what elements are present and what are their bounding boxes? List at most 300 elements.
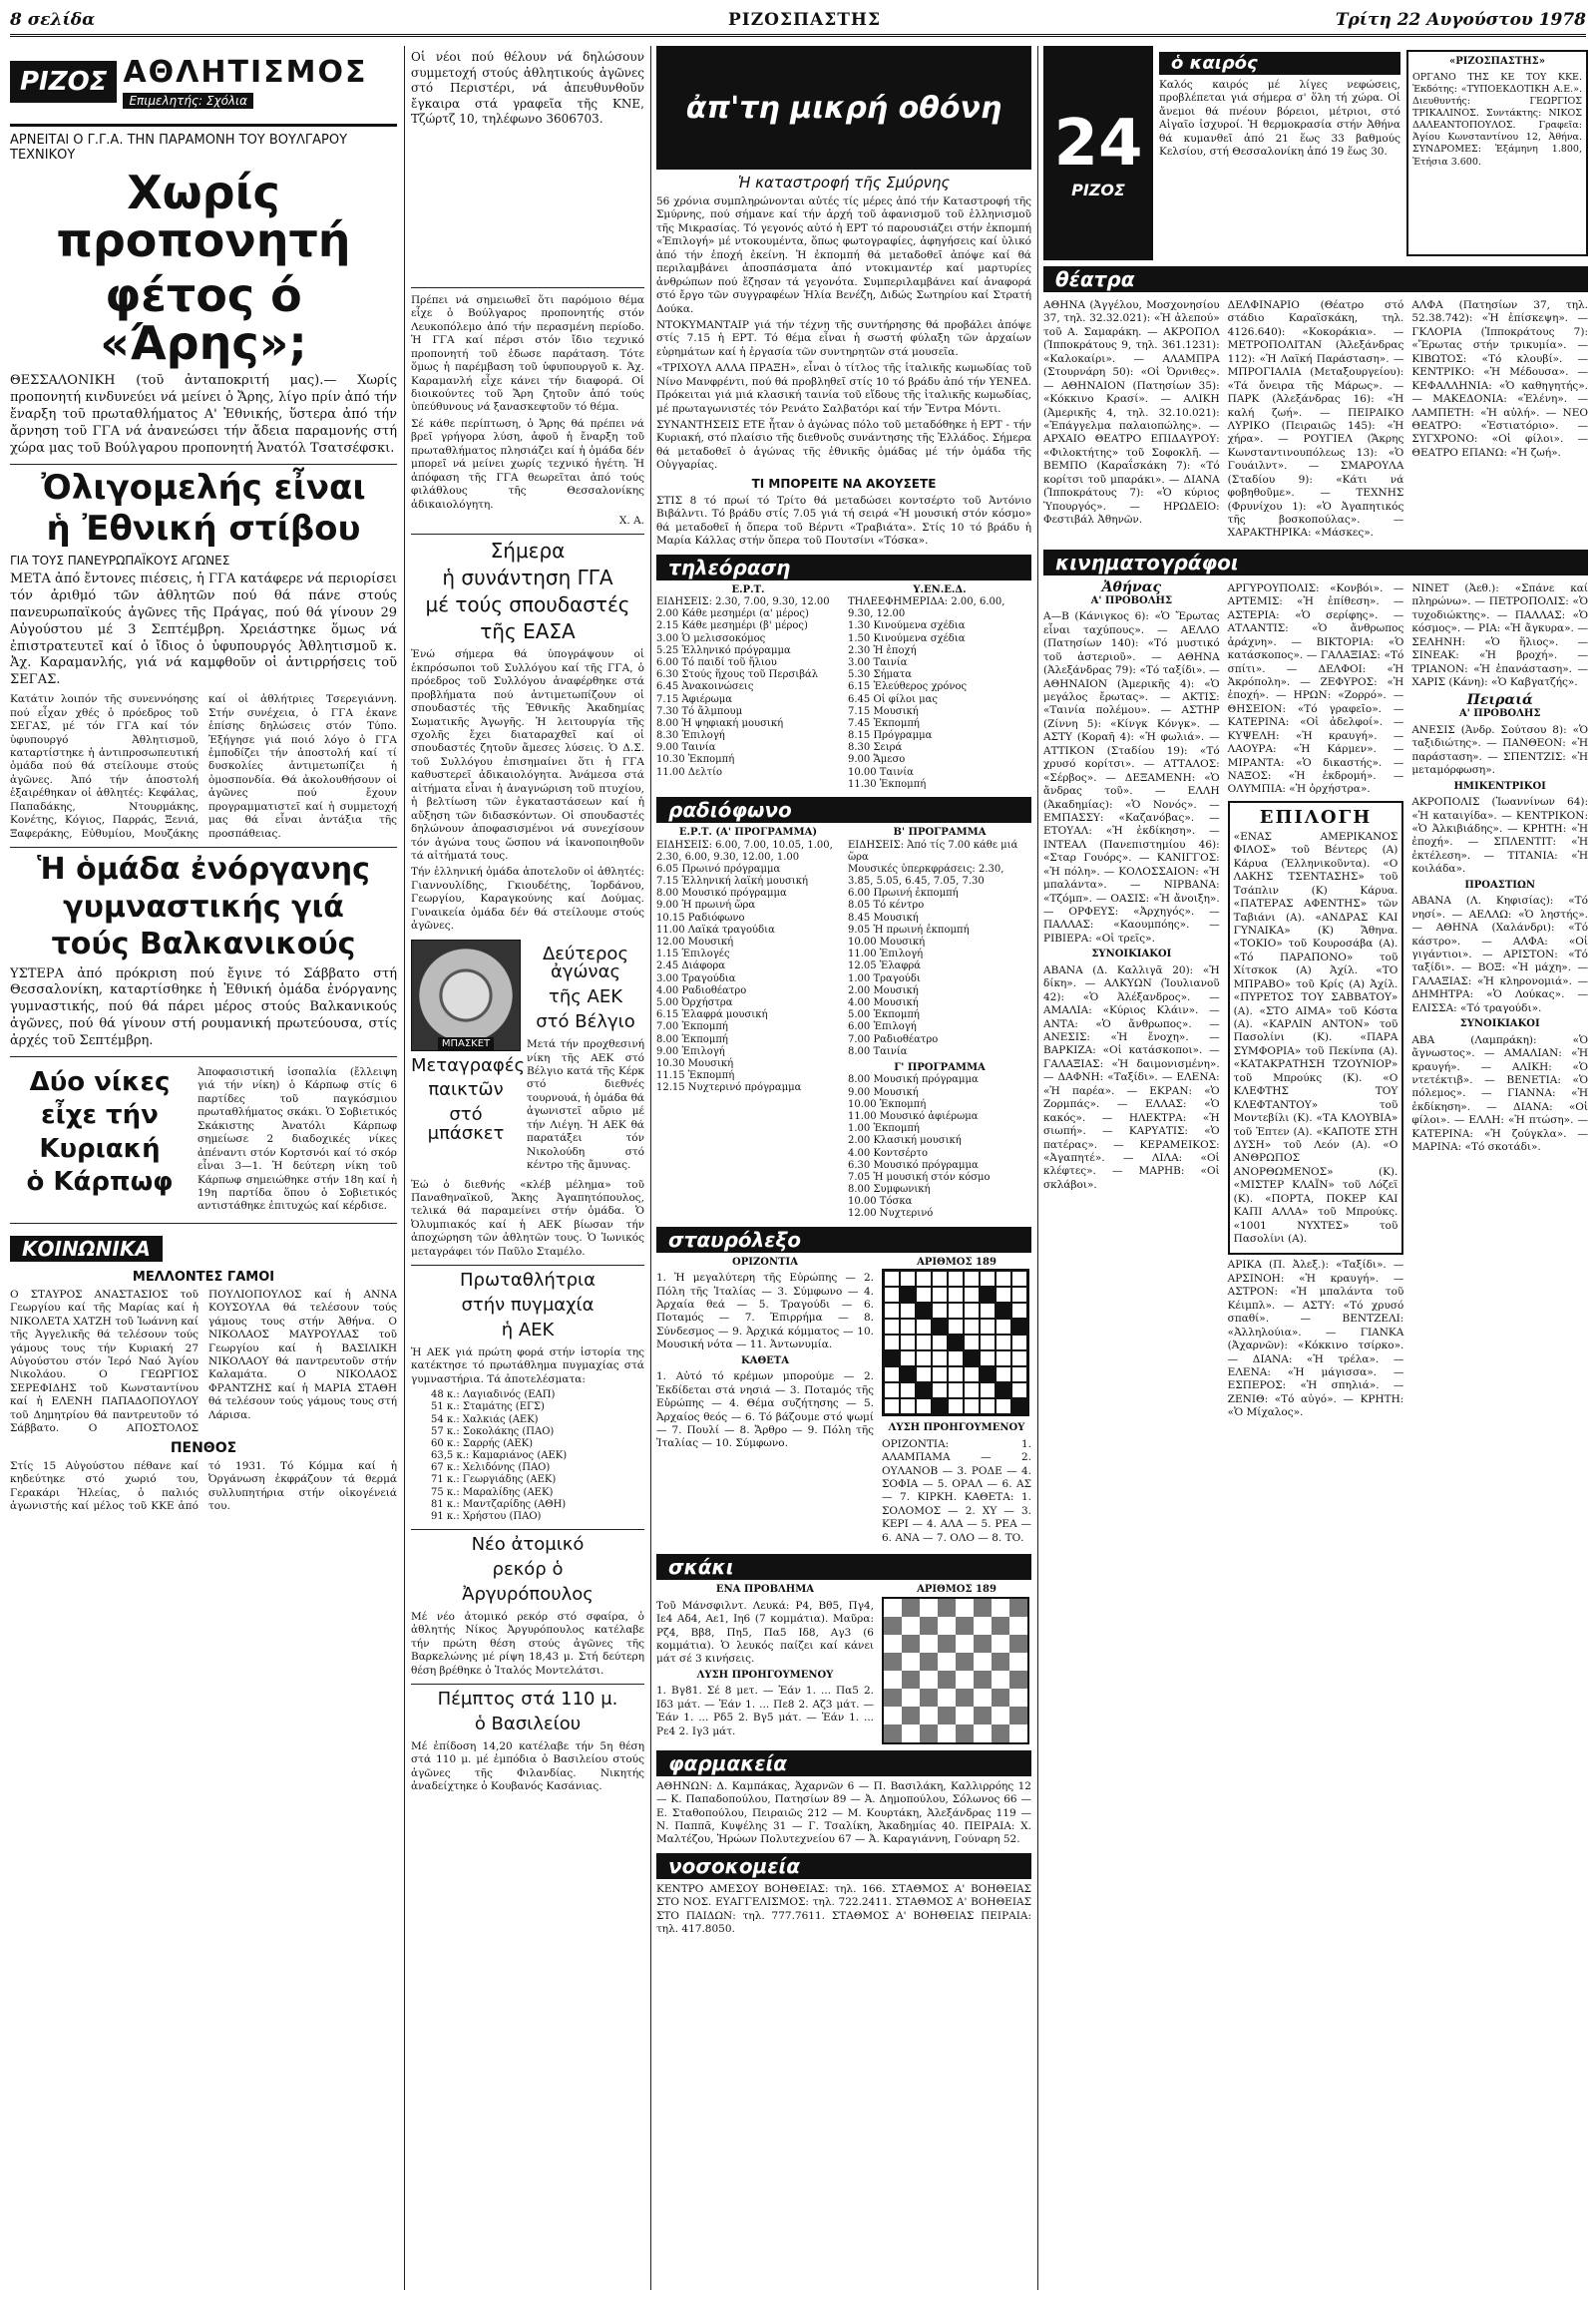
radio-channel: Β' ΠΡΟΓΡΑΜΜΑ: [893, 827, 987, 838]
crossword-cell: [916, 1382, 932, 1398]
article-headline: Χωρίς προπονητή: [56, 166, 351, 268]
crossword-cell: [916, 1319, 932, 1335]
divider: [411, 1684, 644, 1685]
chess-square: [902, 1635, 920, 1653]
list-item: 6.05 Πρωινό πρόγραμμα: [656, 863, 781, 875]
page-number: 8 σελίδα: [10, 10, 96, 30]
article-headline: στήν πυγμαχία: [461, 1295, 595, 1317]
article-body: Ἐώ ὁ διεθνής «κλέβ μέλημα» τοῦ Παναθηναϊκοῦ, Ἄκης Ἀγαπητόπουλος, τελικά θά παραμείνει στήν ὁμάδα. Ὁ Ὀλυμπιακός καί ἡ ΑΕΚ βίωσαν τήν ἀποχώρηση τῶν ἀθλητῶν τους. Ὁ Ἰωνικός μεταγράφει τόν Παῦλο Σταμέλο.: [411, 1178, 644, 1258]
chess-square: [884, 1599, 902, 1617]
list-item: 7.45 Ἐκπομπή: [848, 717, 920, 729]
chess-square: [1009, 1617, 1027, 1635]
chess-solution: 1. Βγ81. Σέ 8 μετ. — Ἐάν 1. ... Πα5 2. Ιδ3 μάτ. — Ἐάν 1. ... Πε8 2. Αζ3 μάτ. — Ἐάν 1. ... Ρδ5 2. Βγ5 μάτ. — Ἐάν 1. ... Ρε4 2. Ιγ3 μάτ.: [656, 1685, 874, 1737]
picks-heading: ΕΠΙΛΟΓΗ: [1259, 806, 1373, 828]
list-item: 9.00 Μουσική: [848, 1086, 919, 1098]
article-body: ΝΤΟΚΥΜΑΝΤΑΙΡ γιά τήν τέχνη τῆς συντήρησης θά προβάλει ἀπόψε στίς 7.15 ἡ ΕΡΤ. Τό θέμα εἶναι ἡ σωστή φύλαξη τῶν ἀρχαίων εὑρημάτων καί ἡ ἐργασία τῶν συντηρητῶν στά μουσεῖα.: [656, 318, 1031, 358]
article-headline: Πέμπτος στά 110 μ.: [437, 1689, 618, 1711]
list-item: 3.00 Ταινία: [848, 656, 908, 668]
chess-square: [974, 1724, 992, 1742]
list-item: 4.00 Μουσική: [848, 996, 919, 1008]
crossword-cell: [996, 1382, 1011, 1398]
big-24-box: [1043, 46, 1153, 260]
crossword-cell: [900, 1398, 916, 1414]
list-item: 51 κ.: Σταμάτης (ΕΓΣ): [431, 1401, 545, 1413]
crossword-cell: [900, 1350, 916, 1366]
section-logo: ΡΙΖΟΣ: [10, 61, 117, 103]
crossword-cell: [932, 1382, 948, 1398]
list-item: 10.15 Ραδιόφωνο: [656, 912, 745, 924]
list-item: 5.30 Σήματα: [848, 669, 913, 681]
chess-square: [938, 1617, 956, 1635]
list-item: 11.30 Ἐκπομπή: [848, 778, 927, 790]
divider: [411, 534, 644, 535]
list-item: 11.15 Ἐκπομπή: [656, 1070, 735, 1082]
cinema-area: Πειραιά: [1466, 692, 1533, 709]
crossword-cell: [980, 1335, 996, 1350]
obituary-body: Στίς 15 Αὐγούστου πέθανε καί κηδεύτηκε στό χωριό του, Γερακάρι Ἠλείας, ὁ παλιός ἀγωνιστής καί μέλος τοῦ ΚΚΕ ἀπό τό 1931. Τό Κόμμα καί ἡ Ὀργάνωση ἐκφράζουν τά θερμά συλλυπητήρια στήν οἰκογένειά του.: [10, 1459, 397, 1512]
list-item: 75 κ.: Μαραλίδης (ΑΕΚ): [431, 1486, 554, 1498]
list-item: 11.00 Λαϊκά τραγούδια: [656, 924, 775, 936]
crossword-across-heading: ΟΡΙΖΟΝΤΙΑ: [732, 1256, 798, 1268]
signature: Χ. Α.: [618, 514, 644, 527]
list-item: 81 κ.: Μαντζαρίδης (ΑΘΗ): [431, 1498, 567, 1510]
crossword-cell: [948, 1382, 964, 1398]
crossword-grid: [882, 1269, 1029, 1416]
crossword-cell: [964, 1303, 980, 1319]
list-item: 6.15 Ἐλεύθερος χρόνος: [848, 681, 968, 693]
list-item: 7.15 Ἀφιέρωμα: [656, 693, 733, 705]
chess-square: [992, 1671, 1009, 1689]
list-item: 2.00 Μουσική: [848, 984, 919, 996]
sports-masthead: [10, 46, 397, 118]
crossword-cell: [964, 1382, 980, 1398]
article-headline: ὁ Κάρπωφ: [26, 1166, 174, 1197]
cinema-category: ΣΥΝΟΙΚΙΑΚΟΙ: [1459, 1018, 1540, 1030]
list-item: 2.30 Ἡ ἐποχή: [848, 644, 917, 656]
solution-heading: ΛΥΣΗ ΠΡΟΗΓΟΥΜΕΝΟΥ: [696, 1669, 834, 1681]
crossword-cell: [948, 1287, 964, 1303]
chess-square: [920, 1724, 938, 1742]
article-lead: ΜΕΤΑ ἀπό ἔντονες πιέσεις, ἡ ΓΓΑ κατάφερε νά περιορίσει τόν ἀριθμό τῶν ἀθλητῶν πού θά πάνε στούς πανευρωπαϊκούς ἀγῶνες τῆς Πράγας, πού θά γίνουν 29 Αὐγούστου μέ 3 Σεπτέμβρη. Χρειάστηκε ὅμως νά ἐπιστρατευτεῖ καί ὁ ἴδιος ὁ ὑφυπουργός Ἀθλητισμοῦ κ. Ἀχ. Καραμανλής, γιά νά καμφθοῦν οἱ ἀντιρρήσεις τοῦ ΣΕΓΑΣ.: [10, 572, 397, 688]
big-24: 24: [1053, 107, 1143, 181]
masthead-box-body: ΟΡΓΑΝΟ ΤΗΣ ΚΕ ΤΟΥ ΚΚΕ. Ἐκδότης: «ΤΥΠΟΕΚΔΟΤΙΚΗ Α.Ε.». Διευθυντής: ΓΕΩΡΓΙΟΣ ΤΡΙΚΑΛΙΝΟΣ. Συντάκτης: ΝΙΚΟΣ ΔΑΛΕΑΝΤΟΠΟΥΛΟΣ. Γραφεῖα: Ἀγίου Κωνσταντίνου 12, Ἀθήνα. ΣΥΝΔΡΟΜΕΣ: Ἑξάμηνη 1.800, Ἐτήσια 3.600.: [1412, 71, 1582, 168]
chess-square: [920, 1635, 938, 1653]
article-headline: γυμναστικής γιά: [63, 889, 344, 925]
crossword-cell: [964, 1398, 980, 1414]
column-rule: [1037, 46, 1038, 2290]
masthead-box: [1406, 50, 1588, 256]
divider: [10, 464, 397, 465]
crossword-cell: [884, 1366, 900, 1382]
list-item: 8.00 Ἐκπομπή: [656, 1033, 728, 1045]
list-item: 12.00 Μουσική: [656, 937, 734, 948]
crossword-cell: [964, 1319, 980, 1335]
list-item: 12.15 Νυχτερινό πρόγραμμα: [656, 1082, 802, 1094]
cinema-listings: [1043, 579, 1588, 1423]
list-item: 6.30 Στούς ἥχους τοῦ Περσιβάλ: [656, 669, 819, 681]
crossword-cell: [884, 1335, 900, 1350]
logo-text: ΡΙΖΟΣ: [1071, 181, 1125, 199]
list-item: 11.00 Μουσικό ἀφιέρωμα: [848, 1110, 979, 1122]
article-body: Ἡ ΑΕΚ γιά πρώτη φορά στήν ἱστορία της κατέκτησε τό πρωτάθλημα πυγμαχίας στά γυμναστήρια. Τά ἀποτελέσματα:: [411, 1345, 644, 1385]
picks-body: «ΕΝΑΣ ΑΜΕΡΙΚΑΝΟΣ ΦΙΛΟΣ» τοῦ Βέντερς (Α) Κάρυα (Ἑλληνικοῦντα). «Ο ΛΑΚΗΣ ΤΣΕΝΤΑΣΗΣ» τοῦ Τσάπλιν (Κ) Κάρυα. «ΠΑΤΕΡΑΣ ΑΦΕΝΤΗΣ» τῶν Ταβιάνι (Α). «ΑΝΔΡΑΣ ΚΑΙ ΓΥΝΑΙΚΑ» (Κ) Ἄθηνα. «ΤΟΚΙΟ» τοῦ Κουροσάβα (Α). «Τό ΠΑΡΑΠΟΝΟ» τοῦ Χίτσκοκ (Α) Ἀχίλ. «ΤΟ ΜΠΡΑΒΟ» τοῦ Κρίς (Α) Ἀχίλ. «ΠΥΡΕΤΟΣ ΤΟΥ ΣΑΒΒΑΤΟΥ» (Α). «ΣΤΟ ΑΙΜΑ» τοῦ Κόστα (Α). «ΚΑΡΛΙΝ ΑΝΤΟΝ» τοῦ Πασολίνι (Κ). «ΠΑΡΑ ΣΥΜΦΟΡΙΑ» τοῦ Πεκίνπα (Α). «ΚΑΤΑΚΡΑΤΗΣΗ ΤΖΟΥΝΙΟΡ» τοῦ Μπρούκς (Κ). «Ο ΚΛΕΦΤΗΣ ΤΟΥ ΚΛΕΦΤΑΝΤΟΥ» τοῦ Μοντεβίλι (Κ). «ΤΑ ΚΛΟΥΒΙΑ» τοῦ Ἐπτεν (Α). «ΚΑΠΟΤΕ ΣΤΗ ΔΥΣΗ» τοῦ Λεόν (Α). «Ο ΑΝΘΡΩΠΟΣ ΑΝΟΡΘΩΜΕΝΟΣ» (Κ). «ΜΙΣΤΕΡ ΚΛΑΪΝ» τοῦ Λόζεϊ (Κ). «ΠΟΡΤΑ, ΠΟΚΕΡ ΚΑΙ ΚΑΠΙ ΑΛΛΑ» τοῦ Μπρούκς. «1001 ΝΥΧΤΕΣ» τοῦ Πασολίνι (Α).: [1233, 830, 1398, 1245]
crossword-cell: [932, 1271, 948, 1287]
list-item: 2.00 Κλασική μουσική: [848, 1135, 962, 1147]
list-item: 91 κ.: Χρήστου (ΠΑΟ): [431, 1511, 542, 1523]
list-item: 1.00 Τραγούδι: [848, 972, 921, 984]
cinema-list: ΑΡΙΚΑ (Π. Ἀλεξ.): «Ταξίδι». — ΑΡΣΙΝΟΗ: «Ἡ κραυγή». — ΑΣΤΡΟΝ: «Ἡ μπαλάντα τοῦ Κέιμπλ». — ΑΣΤΥ: «Τό χρυσό σπαθί». — ΒΕΝΤΖΕΛΙ: «Ἀλληλούια». — ΓΙΑΝΚΑ (Ἀχαρνῶν): «Κόκκινο τσίρκο». — ΔΙΑΝΑ: «Ἡ τρέλα». — ΕΛΕΝΑ: «Ἡ μάγισσα». — ΕΣΠΕΡΟΣ: «Ἡ σπηλιά». — ΖΕΝΙΘ: «Τό αὐγό». — ΚΡΗΤΗ: «Ὁ Μίχαλος».: [1227, 1259, 1404, 1419]
article-headline: ἡ ΑΕΚ: [501, 1319, 555, 1341]
crossword-cell: [884, 1271, 900, 1287]
crossword-cell: [948, 1335, 964, 1350]
chess-square: [956, 1724, 974, 1742]
crossword-cell: [884, 1398, 900, 1414]
list-item: 11.00 Δελτίο: [656, 766, 723, 778]
crossword-cell: [996, 1319, 1011, 1335]
list-item: ΕΙΔΗΣΕΙΣ: Ἀπό τίς 7.00 κάθε μιά ὥρα: [848, 839, 1018, 863]
list-item: 8.30 Σειρά: [848, 742, 903, 754]
crossword-cell: [964, 1271, 980, 1287]
article-lead: ΥΣΤΕΡΑ ἀπό πρόκριση πού ἔγινε τό Σάββατο στή Θεσσαλονίκη, καταρτίσθηκε ἡ Ἐθνική ὁμάδα ἐνόργανης γυμναστικής, πού θά πάρει μέρος στούς Βαλκανικούς ἀγῶνες, πού θά γίνουν στή ρουμανική πρωτεύουσα, στίς ἀρχές τοῦ Σεπτέμβρη.: [10, 965, 397, 1049]
article-body: Μέ νέο ἀτομικό ρεκόρ στό σφαίρα, ὁ ἀθλητής Νίκος Ἀργυρόπουλος κατέλαβε τήν πρώτη θέση στούς ἀγῶνες τῆς Βαρκελώνης μέ ρίψη 18,43 μ. Στή δεύτερη θέση βρέθηκε ὁ Ἰταλός Μοντελάτσι.: [411, 1610, 644, 1677]
article-headline: Νέο ἀτομικό: [471, 1534, 585, 1556]
crossword-cell: [948, 1366, 964, 1382]
list-item: ΤΗΛΕΕΦΗΜΕΡΙΔΑ: 2.00, 6.00, 9.30, 12.00: [848, 596, 1005, 620]
chess-square: [938, 1707, 956, 1724]
cinema-category: Α' ΠΡΟΒΟΛΗΣ: [1090, 594, 1173, 606]
crossword-cell: [996, 1287, 1011, 1303]
chess-square: [902, 1671, 920, 1689]
chess-square: [938, 1724, 956, 1742]
issue-date: Τρίτη 22 Αυγούστου 1978: [1335, 10, 1586, 30]
chess-square: [884, 1689, 902, 1707]
chess-square: [974, 1671, 992, 1689]
chess-square: [902, 1599, 920, 1617]
chess-square: [1009, 1707, 1027, 1724]
list-item: 7.30 Τό ἄλμπουμ: [656, 705, 743, 717]
crossword-cell: [932, 1319, 948, 1335]
crossword-cell: [884, 1382, 900, 1398]
article-headline: Σήμερα: [490, 539, 566, 564]
chess-square: [956, 1671, 974, 1689]
cinema-category: ΠΡΟΑΣΤΙΩΝ: [1464, 879, 1536, 891]
cinema-heading: κινηματογράφοι: [1043, 550, 1588, 575]
list-item: 6.00 Ἐπιλογή: [848, 1021, 917, 1033]
list-item: 8.00 Μουσικό πρόγραμμα: [656, 888, 787, 900]
chess-square: [1009, 1689, 1027, 1707]
list-item: 63,5 κ.: Καμαριάνος (ΑΕΚ): [431, 1450, 568, 1462]
crossword-solution: ΟΡΙΖΟΝΤΙΑ: 1. ΑΛΑΜΠΑΜΑ — 2. ΟΥΛΑΝΟΒ — 3. ΡΟΔΕ — 4. ΣΟΦΙΑ — 5. ΟΡΑΛ — 6. ΑΣ — 7. ΚΙΡΚΗ. ΚΑΘΕΤΑ: 1. ΣΟΛΟΜΟΣ — 2. ΧΥ — 3. ΚΕΡΙ — 4. ΑΛΑ — 5. ΡΕΑ — 6. ΑΝΑ — 7. ΟΛΟ — 8. ΤΟ.: [882, 1437, 1031, 1544]
list-item: 3.00 Τραγούδια: [656, 972, 736, 984]
crossword-across: 1. Ἡ μεγαλύτερη τῆς Εὐρώπης — 2. Πόλη τῆς Ἰταλίας — 3. Σύμφωνο — 4. Ἀρχαία θεά — 5. Τραγούδι — 6. Ποταμός — 7. Ἐπιρρήμα — 8. Σύνδεσμος — 9. Ἀρχικά κόμματος — 10. Μουσική νότα — 11. Ἀντωνυμία.: [656, 1272, 874, 1351]
theatre-list: ΑΛΦΑ (Πατησίων 37, τηλ. 52.38.742): «Ἡ ἐπίσκεψη». — ΓΚΛΟΡΙΑ (Ἱπποκράτους 7): «Ἔρωτας στήν τρικυμία». — ΚΙΒΩΤΟΣ: «Τό κλουβί». — ΚΕΝΤΡΙΚΟ: «Ἡ Μέδουσα». — ΚΕΦΑΛΛΗΝΙΑ: «Ὁ καθηγητής». — ΜΑΚΕΔΟΝΙΑ: «Ἑλένη». — ΛΑΜΠΕΤΗ: «Ἡ αὐλή». — ΝΕΟ ΘΕΑΤΡΟ: «Ἑστιατόριο». — ΣΥΓΧΡΟΝΟ: «Οἱ φίλοι». — ΘΕΑΤΡΟ ΕΠΑΝΩ: «Ἡ ζωή».: [1411, 299, 1588, 459]
list-item: ΕΙΔΗΣΕΙΣ: 2.30, 7.00, 9.30, 12.00: [656, 596, 830, 607]
chess-heading: σκάκι: [656, 1554, 1031, 1580]
sports-column-2: [411, 46, 644, 1797]
divider: [411, 1529, 644, 1530]
article-headline: Ἀργυρόπουλος: [462, 1583, 594, 1605]
list-item: 5.25 Ἑλληνικό πρόγραμμα: [656, 644, 791, 656]
list-item: 7.00 Ἐκπομπή: [656, 1021, 728, 1033]
list-item: 5.00 Ὀρχήστρα: [656, 996, 733, 1008]
top-boxes: [1043, 46, 1588, 260]
crossword-cell: [948, 1350, 964, 1366]
theatre-list: ΔΕΛΦΙΝΑΡΙΟ (Θέατρο στό στάδιο Καραϊσκάκη, τηλ. 4126.640): «Κοκοράκια». — ΜΕΤΡΟΠΟΛΙΤΑΝ (Ἀλεξάνδρας 112): «Ἡ Λαϊκή Παράσταση». — ΜΠΡΟΓΙΑΛΙΑ (Μεταξουργείου): «Τά ὄνειρα τῆς Μάρως». — ΠΑΡΚ (Ἀλεξάνδρας 16): «Ἡ καλή ζωή». — ΠΕΙΡΑΙΚΟ ΛΥΡΙΚΟ (Πειραιῶς 145): «Ἡ χήρα». — ΡΟΥΓΙΕΛ (Ἄκρης Κωνσταντινουπόλεως 13): «Ὁ Γουάιλντ». — ΣΜΑΡΟΥΛΑ (Σταδίου 9): «Κάτι νά φοβηθοῦμε». — ΤΕΧΝΗΣ (Φρυνίχου 1): «Ὁ Ἀγαπητικός τῆς βοσκοπούλας». — ΧΑΡΑΚΤΗΡΙΚΑ: «Μάσκες».: [1227, 299, 1404, 540]
crossword-number: ΑΡΙΘΜΟΣ 189: [917, 1256, 997, 1268]
article-body: 56 χρόνια συμπληρώνονται αὐτές τίς μέρες ἀπό τήν Καταστροφή τῆς Σμύρνης, πού σήμανε καί τήν ἀρχή τοῦ ἀφανισμοῦ τοῦ ἑλληνισμοῦ τῆς Μικρασίας. Τό γεγονός αὐτό ἡ ΕΡΤ τό παρουσιάζει στήν ἐκπομπή «Ἐπιλογή» μέ ντοκουμέντα, ὅπως φωτογραφίες, ἀφηγήσεις καί ὑλικό ἀπό τήν ἐποχή ἐκείνη. Ἡ ἐκπομπή θά μεταδοθεῖ ἀπόψε καί θά περιλαμβάνει ἀποσπάσματα ἀπό ντοκιμαντέρ καί μαρτυρίες ἀνθρώπων πού ἔζησαν τά γεγονότα. Συμπεριλαμβάνει καί ἀναφορά στό ἔργο τῶν συγγραφέων Ἡλία Βενέζη, Διδώς Σωτηρίου καί Στρατή Δούκα.: [656, 195, 1031, 315]
article-headline: ἡ συνάντηση ΓΓΑ: [442, 566, 613, 590]
divider: [10, 124, 397, 127]
list-item: 10.30 Μουσική: [656, 1057, 734, 1069]
crossword-cell: [932, 1303, 948, 1319]
crossword-cell: [948, 1319, 964, 1335]
crossword-cell: [980, 1287, 996, 1303]
article-headline: Κυριακή: [39, 1133, 161, 1164]
radio-schedule: [848, 1074, 1031, 1220]
crossword-cell: [884, 1350, 900, 1366]
article-headline: Πρωταθλήτρια: [459, 1270, 597, 1292]
list-item: 7.15 Μουσική: [848, 705, 919, 717]
crossword-cell: [948, 1303, 964, 1319]
article-headline: τῆς ΕΑΣΑ: [480, 619, 576, 644]
article-headline: μέ τούς σπουδαστές: [425, 592, 630, 617]
article-headline: τούς Βαλκανικούς: [51, 927, 356, 962]
article-headline: παικτῶν: [428, 1079, 504, 1101]
chess-square: [902, 1689, 920, 1707]
list-item: 9.05 Ἡ πρωινή ἐκπομπή: [848, 924, 970, 936]
media-column: [656, 46, 1031, 1940]
chess-square: [974, 1689, 992, 1707]
crossword-cell: [1011, 1271, 1027, 1287]
image-caption: ΜΠΑΣΚΕΤ: [438, 1037, 494, 1050]
column-rule: [404, 46, 405, 2290]
chess-square: [920, 1653, 938, 1671]
crossword-cell: [980, 1398, 996, 1414]
list-item: 6.00 Πρωινή ἐκπομπή: [848, 888, 959, 900]
chess-square: [1009, 1635, 1027, 1653]
article-headline: Ἡ ὁμάδα ἐνόργανης: [37, 852, 370, 888]
article-headline: τῆς ΑΕΚ: [548, 986, 623, 1008]
chess-square: [992, 1635, 1009, 1653]
list-item: 67 κ.: Χελιδόνης (ΠΑΟ): [431, 1462, 551, 1474]
list-item: 1.30 Κινούμενα σχέδια: [848, 620, 966, 632]
section-subtitle: Επιμελητής: Σχόλια: [123, 93, 253, 109]
list-item: 7.05 Ἡ μουσική στόν κόσμο: [848, 1171, 991, 1183]
list-item: 6.45 Οἱ φίλοι μας: [848, 693, 938, 705]
theatre-heading: θέατρα: [1043, 266, 1588, 292]
chess-square: [974, 1653, 992, 1671]
list-item: 6.30 Μουσικό πρόγραμμα: [848, 1159, 979, 1171]
crossword-cell: [980, 1382, 996, 1398]
article-headline: Μεταγραφές: [411, 1054, 526, 1076]
list-item: 4.00 Ραδιοθέατρο: [656, 984, 747, 996]
chess-news: [10, 1063, 397, 1217]
cinema-list: ΑΝΕΣΙΣ (Ἀνδρ. Σούτσου 8): «Ὁ ταξιδιώτης». — ΠΑΝΘΕΟΝ: «Ἡ παράσταση». — ΣΠΕΝΤΖΙΣ: «Ἡ μεταμόρφωση».: [1411, 723, 1588, 777]
crossword-cell: [900, 1335, 916, 1350]
crossword-down: 1. Αὐτό τό κρέμων μπορούμε — 2. Ἐκδίδεται στά νησιά — 3. Ποταμός τῆς Εὐρώπης — 4. Θέμα συζήτησης — 5. Ἀρχαίος θεός — 6. Τό βάζουμε στό ψωμί — 7. Πουλί — 8. Ἄρθρο — 9. Πόλη τῆς Ἰταλίας — 10. Σύμφωνο.: [656, 1370, 874, 1450]
list-item: 10.00 Μουσική: [848, 937, 926, 948]
cinema-area: Ἀθήνας: [1101, 578, 1162, 595]
crossword-cell: [980, 1366, 996, 1382]
list-item: Μουσικές ὑπερκφράσεις: 2.30, 3.85, 5.05, 6.45, 7.05, 7.30: [848, 863, 1004, 888]
crossword-cell: [996, 1335, 1011, 1350]
chess-square: [920, 1707, 938, 1724]
crossword-cell: [932, 1398, 948, 1414]
chess-problem: [656, 1584, 1031, 1744]
chess-square: [956, 1653, 974, 1671]
chess-square: [884, 1653, 902, 1671]
chess-square: [992, 1724, 1009, 1742]
list-item: 7.15 Ἑλληνική λαϊκή μουσική: [656, 876, 808, 888]
list-item: 6.00 Τό παιδί τοῦ ἤλιου: [656, 656, 777, 668]
chess-square: [920, 1617, 938, 1635]
list-item: 6.45 Ἀνακοινώσεις: [656, 681, 754, 693]
chess-square: [992, 1689, 1009, 1707]
article-body: Μέ ἐπίδοση 14,20 κατέλαβε τήν 5η θέση στά 110 μ. μέ ἐμπόδια ὁ Βασιλείου στούς ἀγῶνες τῆς Φιλανδίας. Νικητής ἀναδείχτηκε ὁ Κουβανός Κασάνιας.: [411, 1739, 644, 1793]
crossword-cell: [900, 1382, 916, 1398]
tv-heading: τηλεόραση: [656, 555, 1031, 580]
cinema-list: ΑΒΑ (Λαμπράκη): «Ὁ ἄγνωστος». — ΑΜΑΛΙΑΝ: «Ἡ κραυγή». — ΑΛΙΚΗ: «Ὁ ντετέκτιβ». — ΒΕΝΕΤΙΑ: «Ὁ πόλεμος». — ΓΙΑΝΝΑ: «Ἡ ἐκδίκηση». — ΔΙΑΝΑ: «Οἱ φίλοι». — ΕΛΛΗ: «Ἡ πτώση». — ΚΑΤΕΡΙΝΑ: «Ἡ ζούγκλα». — ΜΑΡΙΝΑ: «Τό σκοτάδι».: [1411, 1033, 1588, 1154]
tv-schedule: [656, 596, 840, 779]
tv-banner-title: ἀπ'τη μικρή οθόνη: [685, 90, 1002, 126]
crossword-cell: [916, 1287, 932, 1303]
theatre-listings: [1043, 296, 1588, 544]
list-item: 3.00 Ὁ μελισσοκόμος: [656, 632, 766, 644]
list-item: 8.00 Μουσική πρόγραμμα: [848, 1074, 979, 1086]
list-item: 12.00 Νυχτερινό: [848, 1208, 934, 1220]
weather-body: Καλός καιρός μέ λίγες νεφώσεις, προβλέπεται γιά σήμερα σ' ὅλη τή χώρα. Οἱ ἄνεμοι θά πνέουν βόρειοι, μέτριοι, στό Αἰγαῖο ἰσχυροί. Ἡ θερμοκρασία στήν Ἀθήνα θά κυμανθεῖ ἀπό 21 ἕως 33 βαθμούς Κελσίου, στή Θεσσαλονίκη ἀπό 19 ἕως 30.: [1159, 79, 1400, 159]
chess-square: [938, 1635, 956, 1653]
notice: Οἱ νέοι πού θέλουν νά δηλώσουν συμμετοχή στούς ἀθλητικούς ἀγῶνες στό Περιστέρι, νά ἀπευθυνθοῦν ἔγκαιρα στά γραφεῖα τῆς ΚΝΕ, Τζώρτζ 10, τηλέφωνο 3606703.: [411, 50, 644, 127]
list-item: 54 κ.: Χαλκιάς (ΑΕΚ): [431, 1413, 539, 1425]
tv-listings: [656, 584, 1031, 792]
crossword-cell: [948, 1271, 964, 1287]
list-item: 1.50 Κινούμενα σχέδια: [848, 632, 966, 644]
crossword-cell: [884, 1319, 900, 1335]
cinema-list: ΑΒΑΝΑ (Δ. Καλλιγᾶ 20): «Ἡ δίκη». — ΑΛΚΥΩΝ (Ἰουλιανοῦ 42): «Ὁ Ἀλέξανδρος». — ΑΜΑΛΙΑ: «Κύριος Κλάιν». — ΑΝΤΑ: «Ὁ ἄνθρωπος». — ΑΝΕΣΙΣ: «Ἡ ἔνοχη». — ΒΑΡΚΙΖΑ: «Οἱ κατάσκοποι». — ΓΑΛΑΞΙΑΣ: «Ἡ δαιμονισμένη». — ΔΑΦΝΗ: «Ταξίδι». — ΕΛΕΝΑ: «Ἡ παρέα». — ΕΚΡΑΝ: «Ὁ Ζορμπάς». — ΕΛΛΑΣ: «Ὁ κακός». — ΗΛΕΚΤΡΑ: «Ἡ σιωπή». — ΚΑΡΥΑΤΙΣ: «Ὁ πατέρας». — ΚΕΡΑΜΕΙΚΟΣ: «Ἀγαπητέ». — ΛΙΛΑ: «Οἱ κλέφτες». — ΜΑΡΗΒ: «Οἱ σκλάβοι».: [1043, 963, 1220, 1191]
theatre-list: ΑΘΗΝΑ (Ἀγγέλου, Μοσχονησίου 37, τηλ. 32.32.021): «Ἡ ἀλεπού» τοῦ Α. Σαμαράκη. — ΑΚΡΟΠΟΛ (Ἰπποκράτους 9, τηλ. 361.1231): «Καλοκαίρι». — ΑΛΑΜΠΡΑ (Στουρνάρη 50): «Οἱ Ὀρνιθες». — ΑΘΗΝΑΙΟΝ (Πατησίων 35): «Κόκκινο Κρασί». — ΑΛΙΚΗ (Ἀμερικῆς 4, τηλ. 32.10.021): «Ἐπάγγελμα παλαιοπώλης». — ΑΡΧΑΙΟ ΘΕΑΤΡΟ ΕΠΙΔΑΥΡΟΥ: «Φιλοκτήτης» τοῦ Σοφοκλῆ. — ΒΕΜΠΟ (Καραΐσκάκη 7): «Τό κορίτσι τοῦ μπαράκι». — ΔΙΑΝΑ (Ἱπποκράτους 7): «Ὁ κύριος Ὑπουργός». — ΗΡΩΔΕΙΟ: Φεστιβάλ Ἀθηνῶν.: [1043, 299, 1220, 526]
article-headline: φέτος ό «Άρης»;: [100, 267, 307, 370]
list-item: 10.00 Τόσκα: [848, 1196, 913, 1208]
tv-schedule: [848, 596, 1031, 791]
article-lead: ΘΕΣΣΑΛΟΝΙΚΗ (τοῦ ἀνταποκριτή μας).— Χωρίς προπονητή κινδυνεύει νά μείνει ὁ Ἄρης, λίγο πρίν ἀπό τήν ἔναρξη τοῦ πρωταθλήματος Α' Ἐθνικής, ὕστερα ἀπό τήν ἄρνηση τοῦ ΓΓΑ νά ἀνανεώσει τήν ἄδεια παραμονής στή χώρα μας τοῦ Βούλγαρου προπονητή Ἀνατόλ Τσατσέφσκι.: [10, 373, 397, 456]
crossword-cell: [948, 1398, 964, 1414]
chess-square: [956, 1599, 974, 1617]
crossword-cell: [980, 1271, 996, 1287]
article-body: Μετά τήν προχθεσινή νίκη τῆς ΑΕΚ στό Βέλγιο κατά τῆς Κέρκ στό διεθνές τουρνουά, ἡ ὁμάδα θά ἀγωνιστεῖ αὔριο μέ τήν Λιέγη. Ἡ ΑΕΚ θά παρατάξει τόν Νικολούδη στό κέντρο τῆς ἄμυνας.: [527, 1038, 644, 1172]
radio-listings: [656, 827, 1031, 1221]
radio-channel: Ε.Ρ.Τ. (Α' ΠΡΟΓΡΑΜΜΑ): [678, 827, 818, 838]
crossword-cell: [932, 1287, 948, 1303]
article-headline: Ὀλιγομελής εἶναι: [41, 467, 366, 508]
list-item: ΕΙΔΗΣΕΙΣ: 6.00, 7.00, 10.05, 1.00, 2.30, 6.00, 9.30, 12.00, 1.00: [656, 839, 833, 863]
list-item: 9.00 Ἐπιλογή: [656, 1045, 725, 1057]
basketball-image: [411, 940, 521, 1051]
chess-square: [884, 1707, 902, 1724]
social-heading: ΚΟΙΝΩΝΙΚΑ: [10, 1236, 163, 1262]
article-headline: ἡ Ἐθνική στίβου: [46, 509, 361, 550]
chess-square: [938, 1653, 956, 1671]
chess-square: [974, 1707, 992, 1724]
tv-channel: Υ.ΕΝ.Ε.Δ.: [913, 583, 967, 595]
column-rule: [650, 46, 651, 2290]
chess-square: [902, 1653, 920, 1671]
crossword-down-heading: ΚΑΘΕΤΑ: [741, 1354, 789, 1366]
list-item: 2.00 Κάθε μεσημέρι (α' μέρος): [656, 608, 809, 620]
article-kicker: ΑΡΝΕΙΤΑΙ Ο Γ.Γ.Α. ΤΗΝ ΠΑΡΑΜΟΝΗ ΤΟΥ ΒΟΥΛΓΑΡΟΥ ΤΕΧΝΙΚΟΥ: [10, 133, 348, 163]
divider: [10, 1223, 397, 1224]
divider: [411, 287, 644, 288]
chess-square: [884, 1617, 902, 1635]
chess-square: [974, 1635, 992, 1653]
list-item: 8.00 Ἡ ψηφιακή μουσική: [656, 717, 784, 729]
article-body: «ΤΡΙΧΟΥΛ ΑΛΛΑ ΠΡΑΞΗ», εἶναι ὁ τίτλος τῆς ἰταλικῆς κωμωδίας τοῦ Νίνο Μανφρέντι, πού θά προβληθεῖ στίς 10 τό βράδυ ἀπό τήν ΥΕΝΕΔ. Πρόκειται γιά μιά κλασική ταινία τοῦ εἴδους τῆς ἰταλικῆς κωμωδίας, μέ πρωταγωνιστές τόν Ρενάτο Σαλβατόρι καί τήν Ἔντρα Μόντι.: [656, 362, 1031, 415]
radio-heading: ραδιόφωνο: [656, 797, 1031, 823]
crossword-cell: [980, 1303, 996, 1319]
list-item: 12.05 Ἐλαφρά: [848, 960, 922, 972]
crossword-cell: [884, 1287, 900, 1303]
list-item: 10.00 Ταινία: [848, 766, 914, 778]
crossword-cell: [1011, 1366, 1027, 1382]
crossword-cell: [884, 1303, 900, 1319]
crossword-cell: [900, 1303, 916, 1319]
crossword-cell: [996, 1350, 1011, 1366]
chess-square: [920, 1671, 938, 1689]
crossword-cell: [932, 1335, 948, 1350]
cinema-category: Α' ΠΡΟΒΟΛΗΣ: [1458, 708, 1541, 720]
list-item: 6.15 Ἐλαφρά μουσική: [656, 1009, 768, 1021]
chess-subheading: ΕΝΑ ΠΡΟΒΛΗΜΑ: [715, 1584, 815, 1596]
article-subtitle: ΤΙ ΜΠΟΡΕΙΤΕ ΝΑ ΑΚΟΥΣΕΤΕ: [751, 476, 937, 491]
crossword-cell: [964, 1350, 980, 1366]
article-headline: εἶχε τήν: [41, 1100, 159, 1131]
pharmacy-list: ΑΘΗΝΩΝ: Δ. Καμπάκας, Ἀχαρνῶν 6 — Π. Βασιλάκη, Καλλιρρόης 12 — Κ. Παπαδοπούλου, Πατησίων 89 — Ἀ. Δημοπούλου, Σόλωνος 66 — Ε. Σταθοπούλου, Πειραιῶς 212 — Μ. Κουρτάκη, Ἀλεξάνδρας 119 — Ν. Παππᾶ, Κυψέλης 31 — Γ. Τσαλίκη, Ἀκαδημίας 40. ΠΕΙΡΑΙΑ: Χ. Μαλτέζου, Ἡρώων Πολυτεχνείου 67 — Ἀ. Καραγιάννη, Γούναρη 52.: [656, 1779, 1031, 1846]
cinema-list: ΑΚΡΟΠΟΛΙΣ (Ἰωαννίνων 64): «Ἡ καταιγίδα». — ΚΕΝΤΡΙΚΟΝ: «Ὁ Ἀλκιβιάδης». — ΚΡΗΤΗ: «Ἡ ἐποχή». — ΣΠΛΕΝΤΙΤ: «Ἡ ἐκτέλεση». — ΤΙΤΑΝΙΑ: «Ἡ κοιλάδα».: [1411, 796, 1588, 876]
article-body: Πρέπει νά σημειωθεῖ ὅτι παρόμοιο θέμα εἶχε ὁ Βούλγαρος προπονητής στόν Λευκοπόλεμο ἀπό τήν περασμένη περίοδο. Ἡ ΓΓΑ καί πέρσι στόν ἴδιο τεχνικό προπονητή τοῦ ἐδωσε παράταση. Τότε ὅμως ἡ παρέμβαση τοῦ ὑφυπουργοῦ κ. Ἀχ. Καραμανλή εἶχε κάνει τήν διαφορά. Οἱ διοικούντες τοῦ Ἄρη ζητοῦν ἀπό τούς ὑπεύθυνους νά ξανασκεφτοῦν τό θέμα.: [411, 293, 644, 414]
radio-channel: Γ' ΠΡΟΓΡΑΜΜΑ: [894, 1061, 986, 1073]
article-subtitle: ΓΙΑ ΤΟΥΣ ΠΑΝΕΥΡΩΠΑΪΚΟΥΣ ΑΓΩΝΕΣ: [10, 554, 230, 569]
divider: [10, 847, 397, 848]
divider: [411, 1265, 644, 1266]
list-item: 1.00 Ἐκπομπή: [848, 1123, 920, 1135]
solution-heading: ΛΥΣΗ ΠΡΟΗΓΟΥΜΕΝΟΥ: [888, 1422, 1025, 1434]
crossword-cell: [1011, 1382, 1027, 1398]
article-body: Σέ κάθε περίπτωση, ὁ Ἄρης θά πρέπει νά βρεῖ γρήγορα λύση, ἀφοῦ ἡ ἔναρξη τοῦ πρωταθλήματος πλησιάζει καί ἡ ὁμάδα δέν μπορεῖ νά μείνει χωρίς τεχνικό ἡγέτη. Ἡ ἀπόφαση τῆς ΓΓΑ θεωρεῖται ἀπό τούς φιλάθλους τῆς Θεσσαλονίκης ἀδικαιολόγητη.: [411, 417, 644, 511]
crossword-cell: [1011, 1287, 1027, 1303]
list-item: 7.00 Ραδιοθέατρο: [848, 1033, 939, 1045]
chess-square: [920, 1599, 938, 1617]
crossword-cell: [916, 1303, 932, 1319]
chess-square: [992, 1707, 1009, 1724]
cinema-list: ΑΒΑΝΑ (Λ. Κηφισίας): «Τό νησί». — ΑΕΛΛΩ: «Ὁ ληστής». — ΑΘΗΝΑ (Χαλάνδρι): «Τό κάστρο». — ΑΛΦΑ: «Οἱ γιγάντιοι». — ΑΡΙΣΤΟΝ: «Τό ταξίδι». — ΒΟΞ: «Ἡ μάχη». — ΓΑΛΑΞΙΑΣ: «Ἡ κληρονομιά». — ΔΗΜΗΤΡΑ: «Ὁ Λούκας». — ΕΛΙΣΣΑ: «Τό τραγούδι».: [1411, 895, 1588, 1014]
crossword-cell: [932, 1350, 948, 1366]
listings-column: [1043, 46, 1588, 1423]
list-item: 10.30 Ἐκπομπή: [656, 754, 735, 766]
chess-square: [974, 1617, 992, 1635]
chess-square: [902, 1617, 920, 1635]
list-item: 8.45 Μουσική: [848, 912, 919, 924]
divider: [10, 1056, 397, 1057]
article-subtitle: Ἡ καταστροφή τῆς Σμύρνης: [737, 174, 951, 192]
list-item: 11.00 Ἐπιλογή: [848, 949, 924, 960]
chess-square: [992, 1599, 1009, 1617]
list-item: 48 κ.: Λαγιαδινός (ΕΑΠ): [431, 1389, 556, 1401]
chess-square: [902, 1707, 920, 1724]
crossword-cell: [916, 1271, 932, 1287]
crossword-cell: [1011, 1398, 1027, 1414]
masthead-box-title: «ΡΙΖΟΣΠΑΣΤΗΣ»: [1448, 56, 1545, 67]
crossword-cell: [916, 1335, 932, 1350]
